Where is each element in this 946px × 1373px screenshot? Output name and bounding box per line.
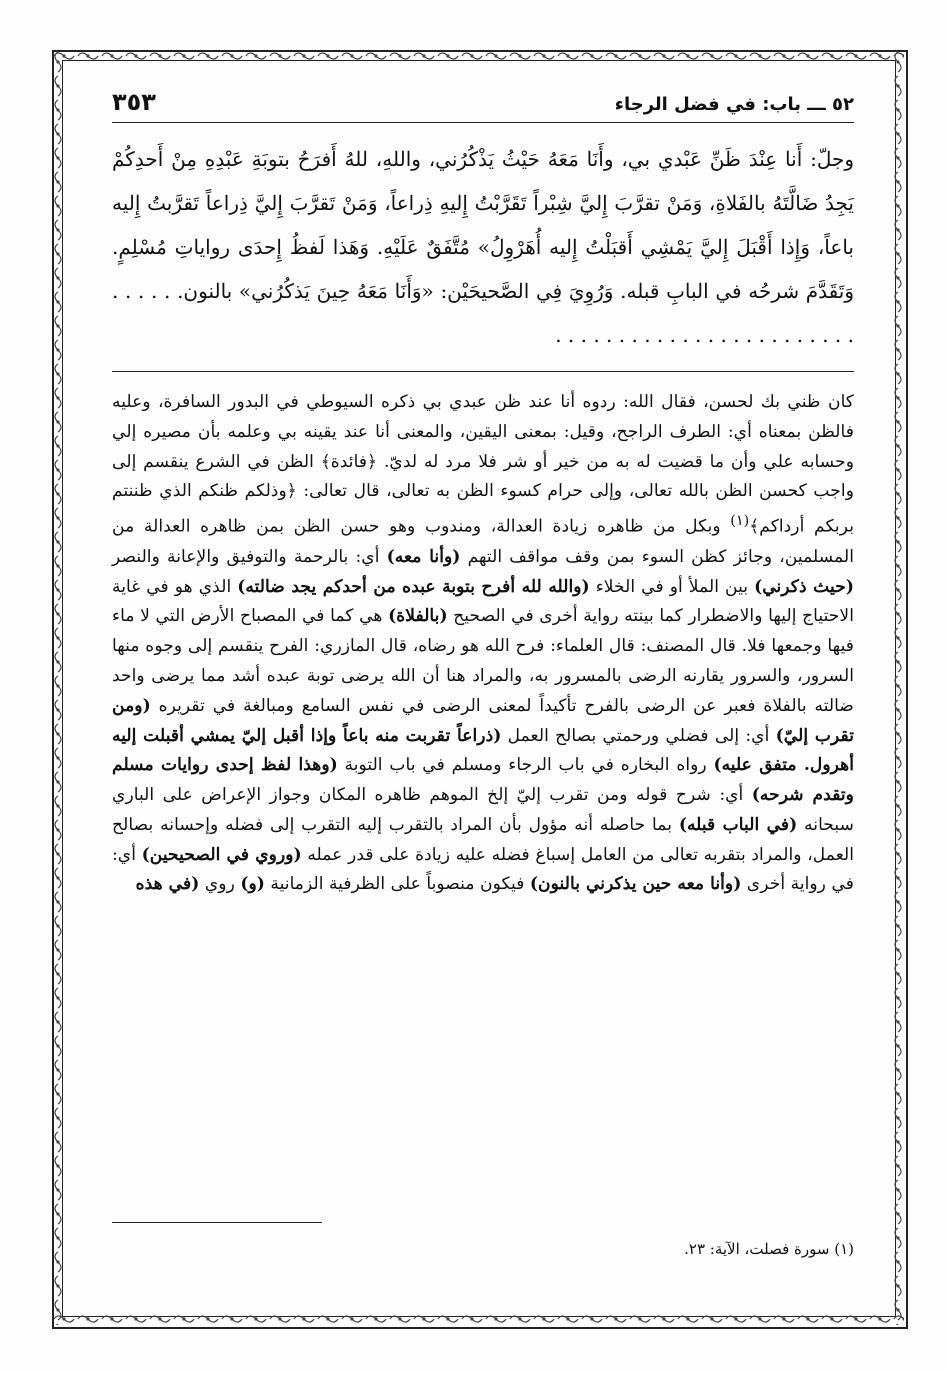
quoted-phrase: (والله لله أفرح بتوبة عبده من أحدكم يجد ضالته) — [237, 576, 590, 597]
quoted-phrase: (وأنا معه حين يذكرني بالنون) — [529, 874, 742, 895]
page-header — [112, 88, 854, 123]
commentary-run: هي كما في المصباح الأرض التي لا ماء فيها وجمعها فلا. قال المصنف: قال العلماء: فرح الله هو رضاه، قال المازري: الفرح ينقسم إلى وجوه منها السرور، والسرور يقارنه الرضى بالمسرور به، والمراد هنا أن الله يرضى توبة عبده أشد مما يرضى واحد ضالته بالفلاة فعبر عن الرضى بالفرح تأكيداً لمعنى الرضى في نفس السامع ومبالغة في تقريره — [112, 606, 854, 716]
commentary-run: وبكل من ظاهره زيادة العدالة، ومندوب وهو حسن الظن بمن ظاهره العدالة من المسلمين، وجائز كظن السوء بمن وقف مواقف التهم — [112, 516, 854, 567]
commentary-run: كان ظني بك لحسن، فقال الله: ردوه أنا عند ظن عبدي بي ذكره السيوطي في البدور السافرة، وعليه فالظن بمعناه أي: الطرف الراجح، وقيل: بمعنى اليقين، والمعنى أنا عند يقينه بي وعلمه بأن مصيره إلي وحسابه علي وأن ما قضيت له به من خير أو شر فلا مرد له لديّ. ﴿فائدة﴾ الظن في الشرع ينقسم إلى واجب كحسن الظن بالله تعالى، وإلى حرام كسوء الظن به تعالى، قال تعالى: ﴿وذلكم ظنكم الذي ظننتم بربكم أرداكم﴾ — [112, 392, 854, 537]
quoted-phrase: (في هذه — [135, 874, 200, 895]
commentary-text — [112, 388, 854, 900]
quoted-phrase: (حيث ذكرني) — [754, 576, 854, 597]
commentary-run: فيكون منصوباً على الظرفية الزمانية — [264, 874, 530, 895]
footnote: (١) سورة فصلت، الآية: ٢٣. — [684, 1240, 854, 1258]
ornament-band-top — [52, 50, 904, 62]
hadith-text: وجلّ: أَنا عِنْدَ ظَنِّ عَبْدي بي، وأَنَا مَعَهُ حَيْثُ يَذْكُرُني، واللهِ، للهُ أَفرَحُ بتوبَةِ عَبْدِهِ مِنْ أَحدِكُمْ يَجِدُ ضَالَّتَهُ بالفَلاةِ، وَمَنْ تقرَّبَ إِليَّ شِبْراً تَقَرَّبْتُ إِليهِ ذِراعاً، وَمَنْ تَقرَّبَ إِليَّ ذِراعاً تَقرَّبتُ إِليه باعاً، وَإِذا أَقْبَلَ إِليَّ يَمْشِي أَقبَلْتُ إِليه أُهَرْوِلُ» مُتَّفَقٌ عَلَيْهِ. وَهَذا لَفظُ إِحدَى رواياتِ مُسْلِمٍ. وَتَقَدَّمَ شرحُه في البابِ قبله. وَرُوِيَ فِي الصَّحيحَيْن: «وَأَنَا مَعَهُ حِينَ يَذكُرُني» بالنون. . . . . . . . . . . . . . . . . . . . . . . . . . . . . . — [112, 147, 854, 347]
quoted-phrase: (و) — [240, 874, 265, 895]
commentary-run: أي: إلى فضلي ورحمتي بصالح العمل — [501, 725, 776, 746]
quoted-phrase: (بالفلاة) — [388, 606, 448, 627]
ornament-band-left — [52, 50, 64, 1325]
commentary-paragraph — [112, 388, 854, 900]
commentary-run: روي — [199, 874, 241, 895]
commentary-run: الذي هو في غاية الاحتياج إليها والاضطرار كما بينته رواية أخرى في الصحيح — [112, 576, 854, 627]
quoted-phrase: (ومن تقرب إليّ) — [112, 695, 854, 746]
commentary-run: بين الملأ أو في الخلاء — [589, 576, 755, 597]
quoted-phrase: (وهذا لفظ إحدى روايات مسلم وتقدم شرحه) — [112, 755, 854, 806]
quoted-phrase: (وأنا معه) — [386, 546, 461, 567]
footnote-reference: (١) — [730, 513, 750, 530]
ornament-band-bottom — [52, 1313, 904, 1325]
quoted-phrase: (في الباب قبله) — [678, 814, 798, 835]
footnote-separator — [112, 1222, 322, 1223]
ornament-pattern-top — [52, 50, 904, 62]
commentary-run: رواه البخاره في باب الرجاء ومسلم في باب التوبة — [337, 755, 714, 776]
ornament-band-right — [892, 50, 904, 1325]
commentary-run: أي: في رواية أخرى — [112, 844, 854, 895]
commentary-run: أي: شرح قوله ومن تقرب إليّ إلخ الموهم ظاهره المكان وجواز الإعراض على الباري سبحانه — [112, 785, 854, 835]
page-number: ٣٥٣ — [112, 88, 156, 116]
running-title: ٥٢ ـــ باب: في فضل الرجاء — [614, 94, 854, 115]
quoted-phrase: (وروي في الصحيحين) — [141, 844, 302, 865]
commentary-run: أي: بالرحمة والتوفيق والإعانة والنصر — [112, 546, 387, 567]
page-content — [112, 88, 854, 900]
quoted-phrase: (ذراعاً تقربت منه باعاً وإذا أقبل إليّ يمشي أقبلت إليه أهرول. متفق عليه) — [112, 725, 854, 776]
commentary-run: بما حاصله أنه مؤول بأن المراد بالتقرب إليه التقرب إلى فضله وإحسانه بصالح العمل، والمراد بتقربه تعالى من العامل إسباغ فضله عليه زيادة على قدر عمله — [112, 814, 854, 865]
section-divider — [112, 371, 854, 372]
